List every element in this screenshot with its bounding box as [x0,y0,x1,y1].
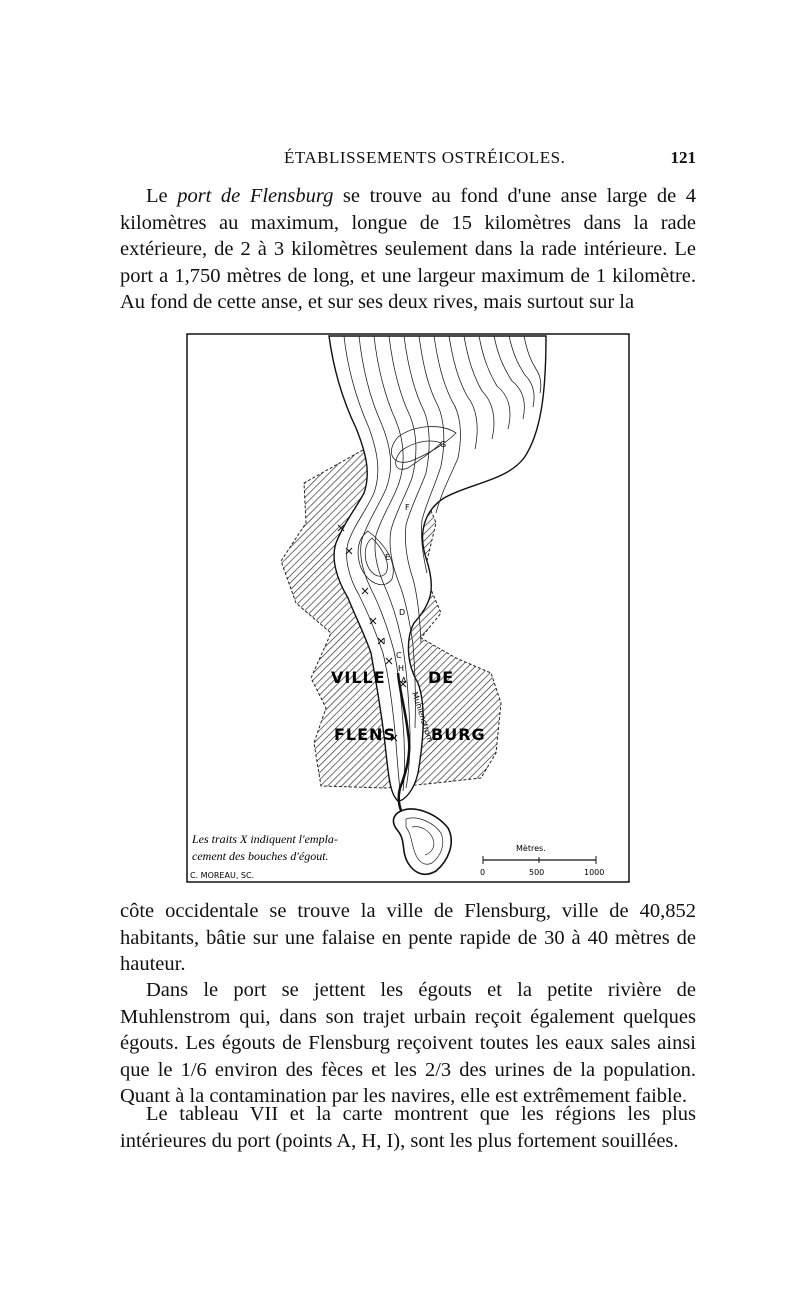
paragraph-1-text: se trouve au fond d'une anse large de 4 kilomètres au maximum, longue de 15 kilomètres dans la rade extérieure, de 2 à 3 kilomètres seulement dans la rade intérieure. Le port a 1,750 mètres de long, et une largeur maximum de 1 kilomètre. Au fond de cette anse, et sur ses deux rives, mais surtout sur la [120,185,696,313]
town-label-de: DE [428,668,455,687]
running-header [120,148,696,172]
point-label-c: C [396,651,402,660]
running-title: ÉTABLISSEMENTS OSTRÉICOLES. [284,148,566,167]
scale-tick-1000: 1000 [584,868,605,877]
scale-title: Mètres. [516,844,546,853]
town-label-burg: BURG [431,725,486,744]
point-label-g: G [440,440,447,449]
scale-tick-500: 500 [529,868,545,877]
point-label-e: E [385,553,391,562]
point-label-h: H [398,664,405,673]
paragraph-4: Le tableau VII et la carte montrent que les régions les plus intérieures du port (points A, H, I), sont les plus fortement souillées. [120,1103,696,1152]
point-label-d: D [399,608,406,617]
harbour-map-figure [186,333,630,883]
town-label-flens: FLENS [334,725,396,744]
engraver-signature: C. MOREAU, SC. [190,871,255,880]
paragraph-1 [120,183,696,316]
paragraph-3: Dans le port se jettent les égouts et la petite rivière de Muhlenstrom qui, dans son trajet urbain reçoit également quelques égouts. Les égouts de Flensburg reçoivent toutes les eaux sales ainsi que le 1/6 environ des fèces et les 2/3 des urines de la population. Quant à la contamination par les navires, elle est extrêmement faible. [120,979,696,1107]
legend-line-2: cement des bouches d'égout. [192,849,329,863]
paragraph-2: côte occidentale se trouve la ville de Flensburg, ville de 40,852 habitants, bâtie sur une falaise en pente rapide de 30 à 40 mètres de hauteur. [120,900,696,975]
page-number: 121 [670,148,696,167]
paragraph-1-emphasis: port de Flensburg [177,185,334,207]
point-label-f: F [405,503,410,512]
river-label: Muhlenstrom [410,690,435,744]
harbour-map [186,333,630,883]
town-label-ville: VILLE [331,668,386,687]
scale-tick-0: 0 [480,868,486,877]
paragraph-1-lead: Le [146,185,178,207]
point-label-i: I [383,637,386,646]
point-label-a: A [401,676,407,685]
legend-line-1: Les traits X indiquent l'empla- [192,832,338,846]
